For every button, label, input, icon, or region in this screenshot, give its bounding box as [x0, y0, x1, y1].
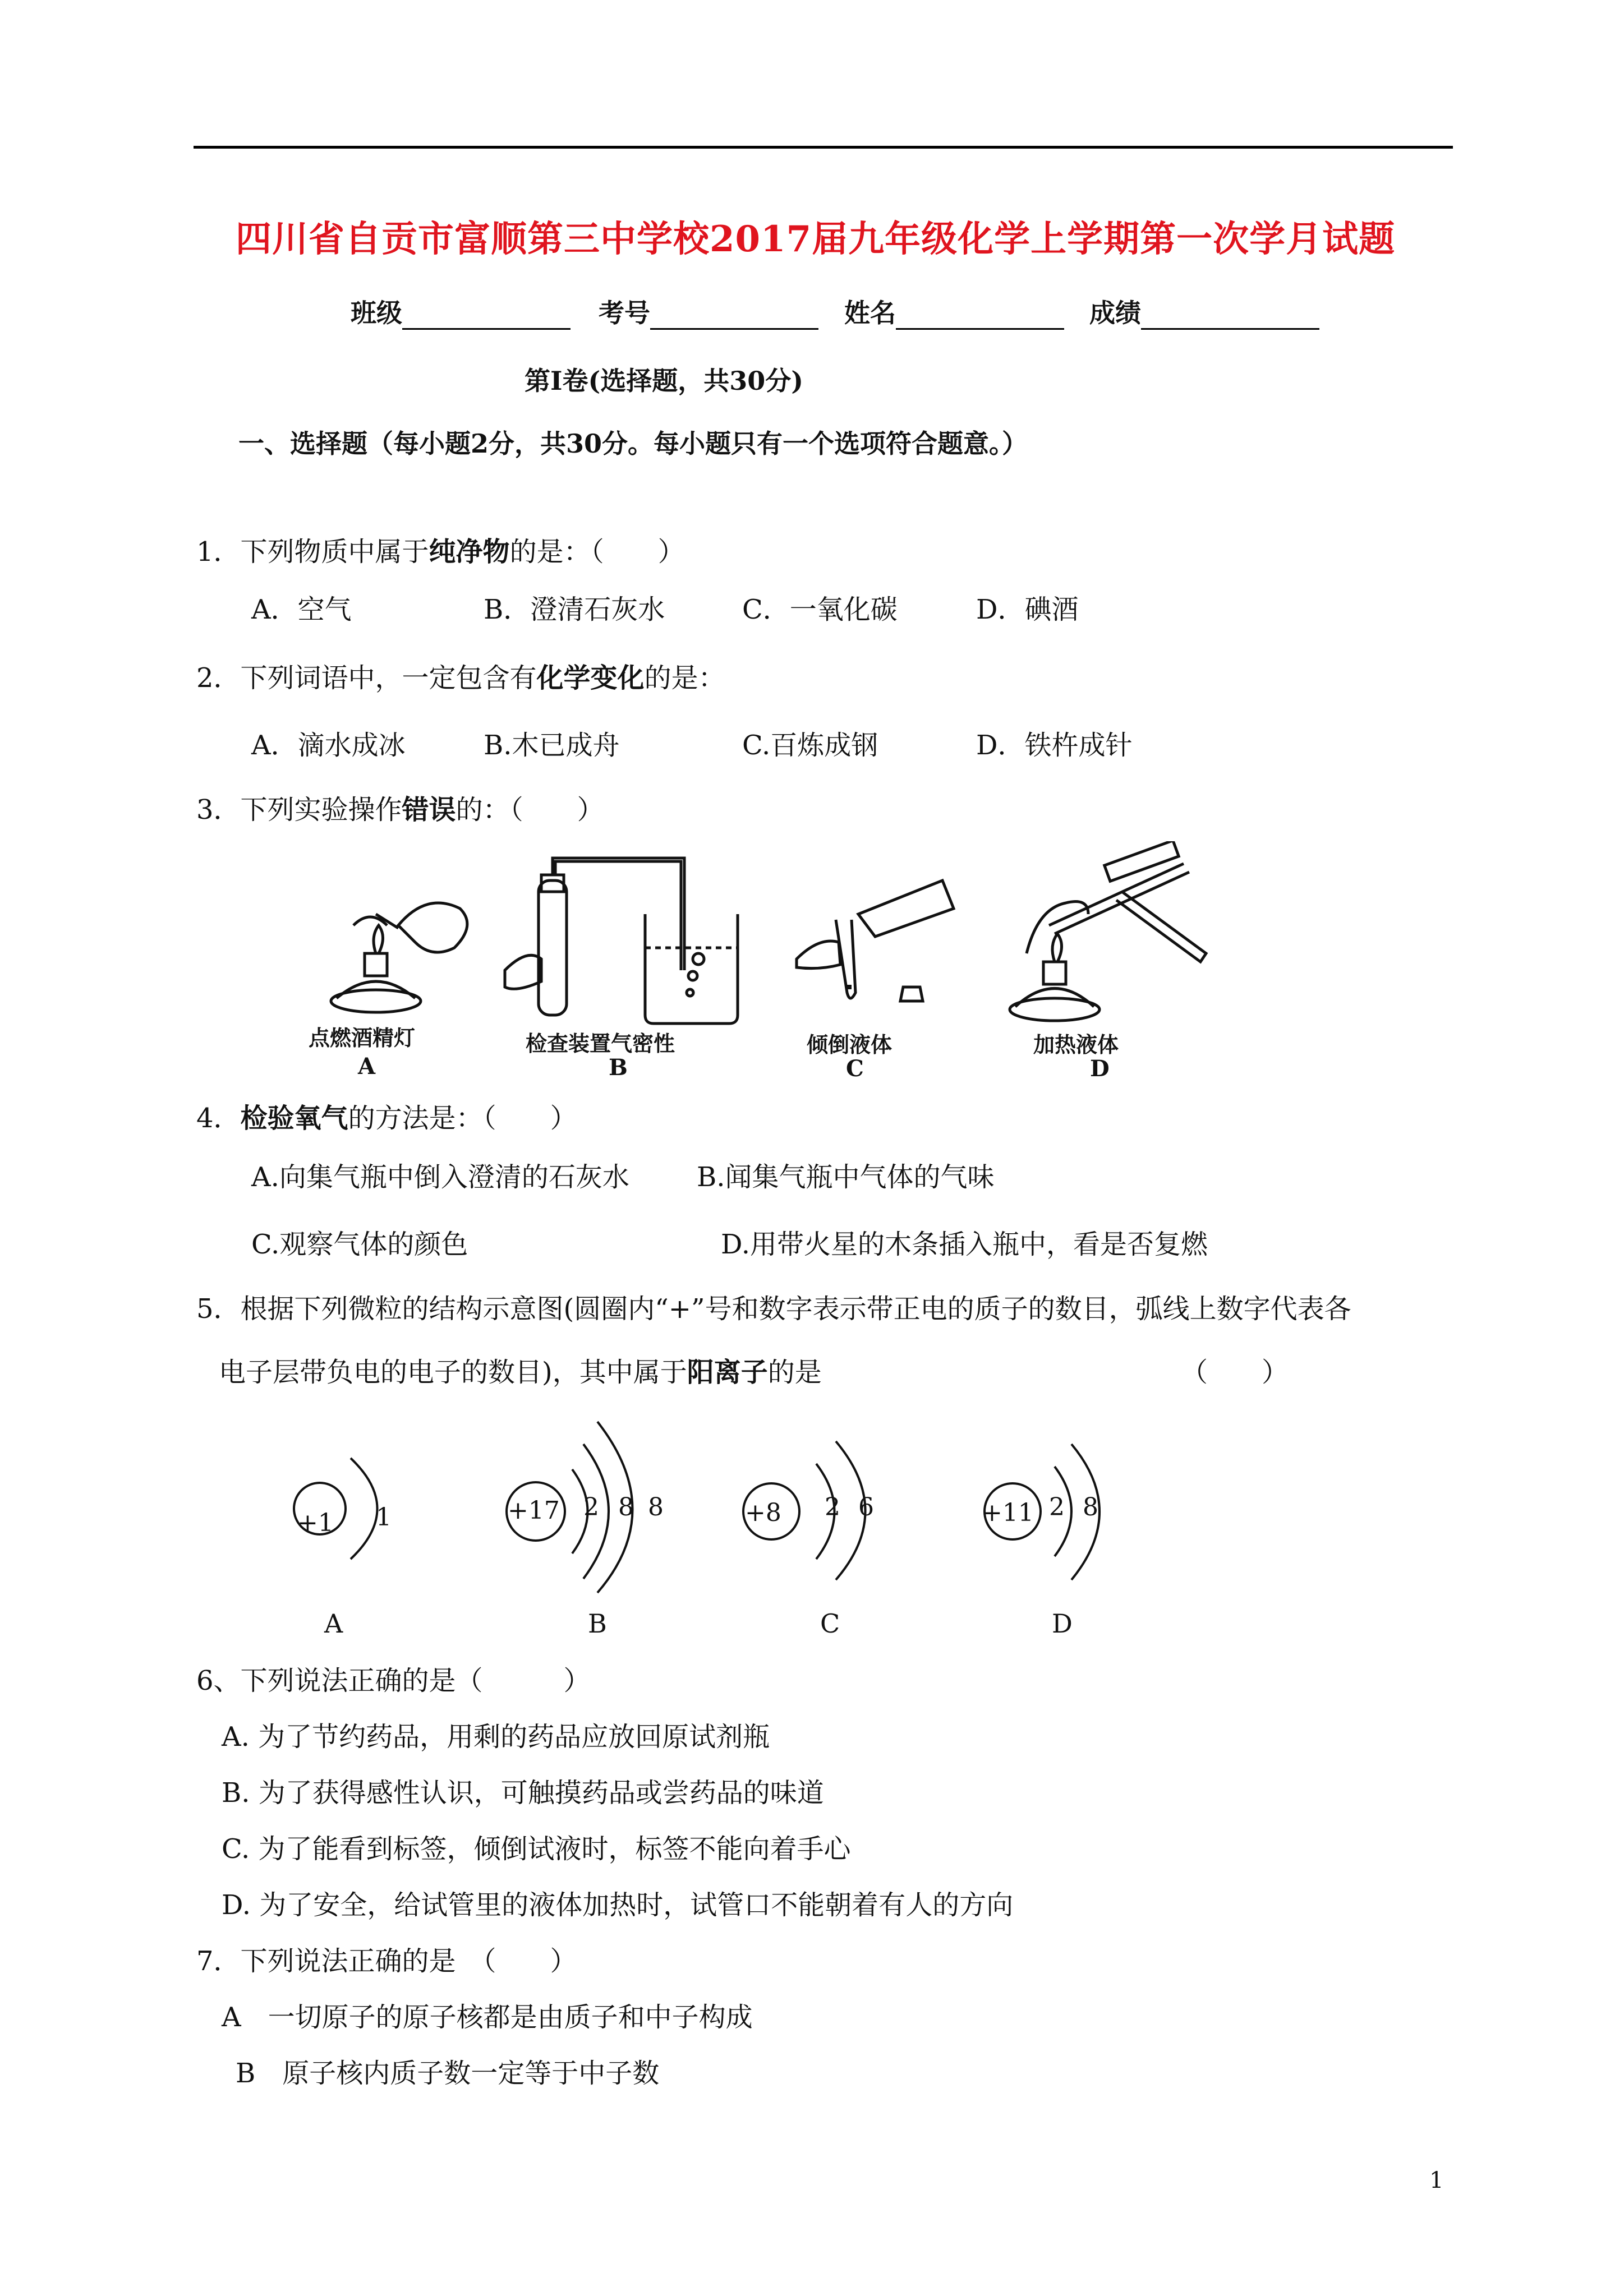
atom-c-letter[interactable]: C [820, 1608, 840, 1639]
figure-a-letter[interactable]: A [358, 1053, 376, 1080]
atom-c-shell-2: 6 [858, 1493, 874, 1522]
q7-option-b[interactable]: B 原子核内质子数一定等于中子数 [236, 2058, 660, 2089]
q6-option-d[interactable]: D. 为了安全，给试管里的液体加热时，试管口不能朝着有人的方向 [222, 1889, 1014, 1921]
question-4: 4．检验氧气的方法是：（ ） [196, 1103, 577, 1134]
question-7: 7．下列说法正确的是 （ ） [196, 1945, 577, 1977]
figure-d-letter[interactable]: D [1090, 1055, 1110, 1082]
q1-option-c[interactable]: C．一氧化碳 [742, 594, 898, 625]
q4-option-b[interactable]: B.闻集气瓶中气体的气味 [697, 1161, 995, 1193]
q4-option-a[interactable]: A.向集气瓶中倒入澄清的石灰水 [251, 1161, 629, 1193]
exam-number-blank[interactable] [650, 301, 818, 330]
q4-option-c[interactable]: C.观察气体的颜色 [251, 1229, 468, 1260]
section-title: 一、选择题（每小题2分，共30分。每小题只有一个选项符合题意。） [238, 428, 1028, 459]
q1-option-d[interactable]: D．碘酒 [976, 594, 1079, 625]
q2-option-a[interactable]: A．滴水成冰 [251, 730, 406, 761]
question-5-line-1: 5．根据下列微粒的结构示意图(圆圈内“+”号和数字表示带正电的质子的数目，弧线上数字代表各 [196, 1293, 1351, 1325]
atom-d-letter[interactable]: D [1052, 1608, 1073, 1639]
atom-d-shell-1: 2 [1049, 1493, 1065, 1522]
info-field-name: 姓名 [844, 293, 1064, 330]
figure-b-label: 检查装置气密性 [526, 1031, 675, 1056]
q1-option-a[interactable]: A．空气 [251, 594, 352, 625]
figure-d-label: 加热液体 [1033, 1032, 1119, 1057]
atom-a-nucleus: +1 [297, 1509, 334, 1537]
figure-c-letter[interactable]: C [846, 1055, 864, 1082]
figure-b-letter[interactable]: B [609, 1054, 628, 1081]
q2-option-b[interactable]: B.木已成舟 [484, 730, 620, 761]
atom-c-nucleus: +8 [745, 1499, 781, 1527]
q1-option-b[interactable]: B．澄清石灰水 [484, 594, 665, 625]
atom-c-shell-1: 2 [825, 1493, 840, 1522]
figure-c-label: 倾倒液体 [807, 1032, 892, 1057]
info-field-exam-number: 考号 [599, 293, 818, 330]
pouring-liquid-figure [785, 875, 965, 1026]
question-2: 2．下列词语中，一定包含有化学变化的是： [196, 662, 725, 694]
atom-b-letter[interactable]: B [588, 1608, 607, 1639]
q7-option-a[interactable]: A 一切原子的原子核都是由质子和中子构成 [222, 2002, 753, 2033]
question-6: 6、下列说法正确的是（ ） [196, 1665, 591, 1696]
q6-option-a[interactable]: A. 为了节约药品，用剩的药品应放回原试剂瓶 [222, 1721, 770, 1753]
atom-a-letter[interactable]: A [324, 1608, 343, 1639]
atom-b-shell-3: 8 [648, 1493, 664, 1522]
top-rule [194, 146, 1453, 149]
atom-b-nucleus: +17 [508, 1496, 560, 1525]
heating-liquid-figure [993, 841, 1217, 1032]
q6-option-c[interactable]: C. 为了能看到标签，倾倒试液时，标签不能向着手心 [222, 1833, 851, 1865]
atom-d-shell-2: 8 [1083, 1493, 1098, 1522]
atom-b-shell-2: 8 [618, 1493, 634, 1522]
figure-a-label: 点燃酒精灯 [309, 1026, 416, 1050]
q6-option-b[interactable]: B. 为了获得感性认识，可触摸药品或尝药品的味道 [222, 1777, 824, 1809]
atom-a-shell-1: 1 [376, 1503, 392, 1532]
info-field-class: 班级 [351, 293, 571, 330]
name-blank[interactable] [896, 301, 1064, 330]
score-blank[interactable] [1141, 301, 1319, 330]
q4-option-d[interactable]: D.用带火星的木条插入瓶中，看是否复燃 [721, 1229, 1208, 1260]
part-title: 第Ⅰ卷(选择题，共30分) [525, 366, 804, 396]
atom-b-shell-1: 2 [583, 1493, 599, 1522]
airtightness-check-figure [494, 847, 757, 1032]
class-blank[interactable] [402, 301, 571, 330]
alcohol-lamp-lighting-figure [314, 875, 482, 1026]
atom-d-nucleus: +11 [982, 1499, 1034, 1527]
info-field-score: 成绩 [1089, 293, 1319, 330]
question-3: 3．下列实验操作错误的：（ ） [196, 794, 604, 826]
question-5-line-2: 电子层带负电的电子的数目)，其中属于阳离子的是 [219, 1357, 822, 1388]
q2-option-d[interactable]: D．铁杵成针 [976, 730, 1133, 761]
question-5-answer-paren[interactable]: （ ） [1181, 1357, 1289, 1388]
question-1: 1．下列物质中属于纯净物的是：（ ） [196, 536, 685, 568]
q2-option-c[interactable]: C.百炼成钢 [742, 730, 878, 761]
page-title: 四川省自贡市富顺第三中学校2017届九年级化学上学期第一次学月试题 [236, 218, 1396, 260]
page-number: 1 [1429, 2168, 1444, 2193]
